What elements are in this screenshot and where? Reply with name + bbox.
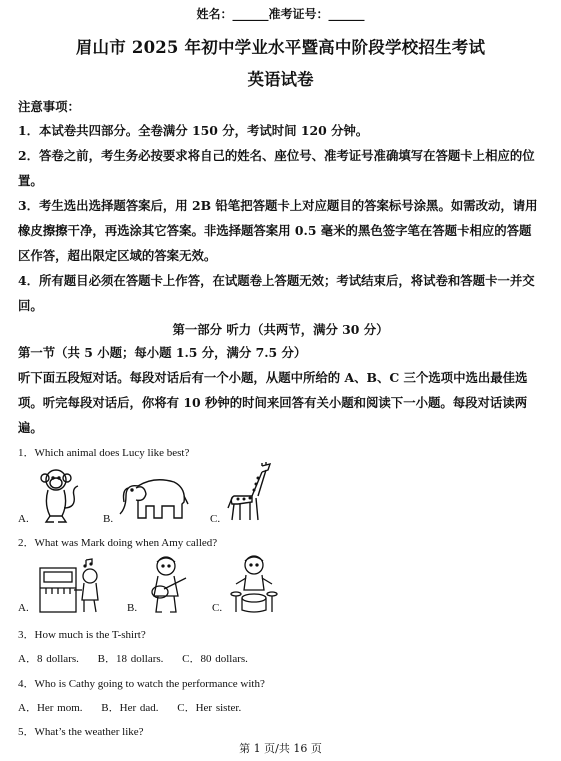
page-number: 第 1 页/共 16 页 — [239, 742, 322, 755]
option-a-label: A. — [18, 602, 29, 614]
drummer-icon — [230, 554, 278, 614]
exam-title: 眉山市 2025 年初中学业水平暨高中阶段学校招生考试 — [75, 38, 486, 57]
question-4-options: A．Her mom. B．Her dad. C．Her sister. — [18, 702, 242, 714]
option-a-label: A. — [18, 513, 29, 525]
option-b-label: B. — [103, 513, 114, 525]
section-instructions: 听下面五段短对话。每段对话后有一个小题，从题中所给的 A、B、C 三个选项中选出最佳选项。听完每段对话后，你将有 10 秒钟的时间来回答有关小题和阅读下一小题。每段对话读两遍。 — [18, 370, 528, 435]
piano-player-icon — [38, 558, 106, 614]
option-b-label: B. — [127, 602, 138, 614]
question-4: 4．Who is Cathy going to watch the performance with? — [18, 678, 265, 690]
monkey-icon — [36, 468, 80, 524]
question-3: 3．How much is the T-shirt? — [18, 629, 146, 641]
option-c-label: C. — [210, 513, 221, 525]
part-heading: 第一部分 听力（共两节，满分 30 分） — [172, 322, 389, 337]
elephant-icon — [118, 474, 190, 520]
section-heading: 第一节（共 5 小题；每小题 1.5 分，满分 7.5 分） — [18, 345, 307, 360]
note-2: 2．答卷之前，考生务必按要求将自己的姓名、座位号、准考证号准确填写在答题卡上相应的位置。 — [18, 148, 535, 188]
note-3: 3．考生选出选择题答案后，用 2B 铅笔把答题卡上对应题目的答案标号涂黑。如需改动，请用橡皮擦擦干净，再选涂其它答案。非选择题答案用 0.5 毫米的黑色签字笔在答题卡相应的答题区作答，超出限定区域的答案无效。 — [18, 198, 538, 263]
candidate-info-fields: 姓名：______准考证号：______ — [196, 7, 365, 21]
guitar-player-icon — [144, 554, 190, 614]
question-5: 5．What’s the weather like? — [18, 726, 144, 738]
note-4: 4．所有题目必须在答题卡上作答，在试题卷上答题无效；考试结束后，将试卷和答题卡一并交回。 — [18, 273, 535, 313]
note-1: 1．本试卷共四部分。全卷满分 150 分，考试时间 120 分钟。 — [18, 123, 369, 138]
giraffe-icon — [226, 462, 276, 522]
question-1: 1．Which animal does Lucy like best? — [18, 447, 190, 459]
question-2: 2．What was Mark doing when Amy called? — [18, 537, 218, 549]
exam-subtitle: 英语试卷 — [247, 70, 314, 89]
question-3-options: A．8 dollars. B．18 dollars. C．80 dollars. — [18, 653, 248, 665]
option-c-label: C. — [212, 602, 223, 614]
notes-heading: 注意事项： — [18, 99, 80, 114]
